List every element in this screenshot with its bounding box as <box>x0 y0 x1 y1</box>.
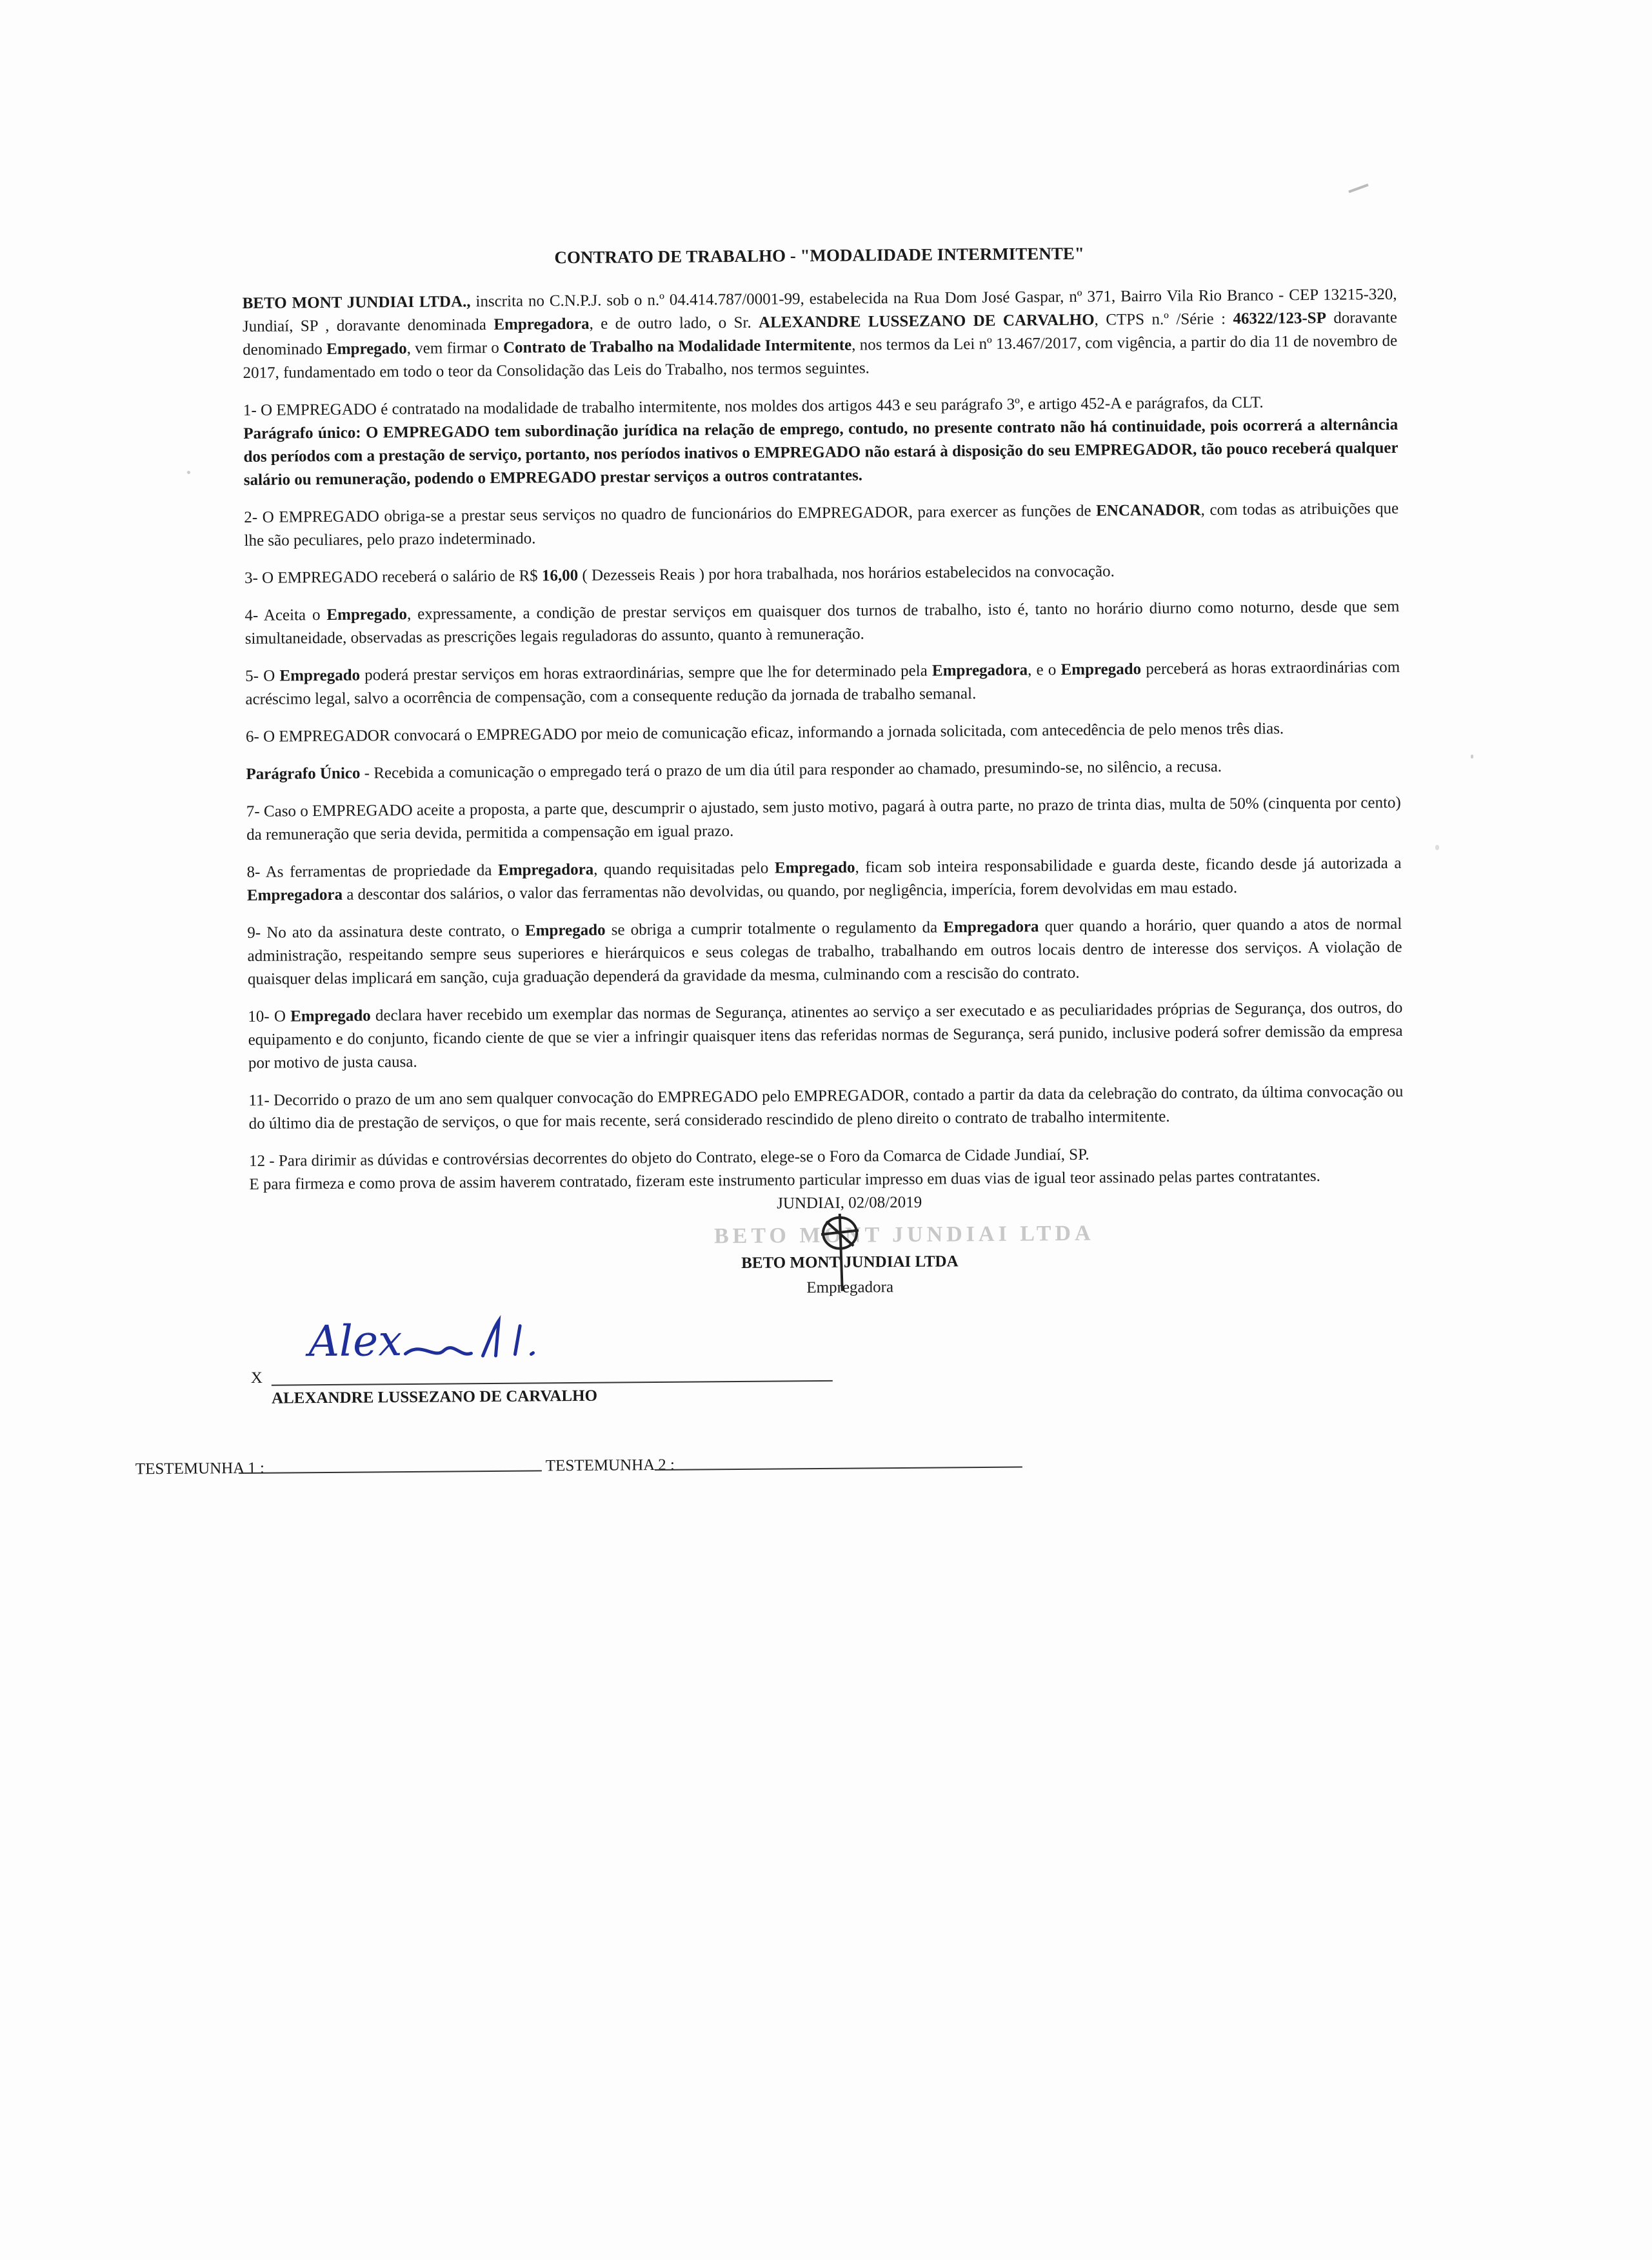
hourly-salary: 16,00 <box>541 566 579 585</box>
scan-mark <box>1471 755 1473 758</box>
job-role: ENCANADOR <box>1096 501 1201 520</box>
employer-signer-name: BETO MONT JUNDIAI LTDA <box>741 1253 959 1272</box>
clause-10: 10- O Empregado declara haver recebido um exemplar das normas de Segurança, atinentes ao serviço a ser executado e as peculiaridades próprias de Segurança, dos outros, do equipamento e do conjunto, ficando ciente de que se vier a infringir quaisquer itens das referidas normas de Segurança, será punido, inclusive poderá sofrer demissão da empresa por motivo de justa causa. <box>248 998 1403 1072</box>
svg-text:Alex: Alex <box>308 1316 403 1367</box>
scan-mark <box>187 471 190 474</box>
witness-2-line <box>655 1467 1022 1471</box>
clause-8: 8- As ferramentas de propriedade da Empregadora, quando requisitadas pelo Empregado, ficam sob inteira responsabilidade e guarda deste, ficando desde já autorizada a Empregadora a descontar dos salários, o valor das ferramentas não devolvidas, ou quando, por negligência, imperícia, forem devolvidas em mau estado. <box>246 854 1402 904</box>
ctps-number: 46322/123-SP <box>1233 309 1327 328</box>
clause-9: 9- No ato da assinatura deste contrato, o Empregado se obriga a cumprir totalmente o regulamento da Empregadora quer quando a horário, quer quando a atos de normal administração, respeitando sempre seus superiores e hierárquicos e seus colegas de trabalho, trabalhando em outros locais dentro de interesse dos serviços. A violação de quaisquer delas implicará em sanção, cuja graduação dependerá da gravidade da mesma, culminando com a rescisão do contrato. <box>247 915 1402 988</box>
clause-1-paragraph: Parágrafo único: O EMPREGADO tem subordinação jurídica na relação de emprego, contudo, no presente contrato não há continuidade, pois ocorrerá a alternância dos períodos com a prestação de serviço, portanto, nos períodos inativos o EMPREGADO não estará à disposição do seu EMPREGADOR, tão pouco receberá qualquer salário ou remuneração, podendo o EMPREGADO prestar serviços a outros contratantes. <box>243 415 1398 489</box>
employee-name: ALEXANDRE LUSSEZANO DE CARVALHO <box>758 311 1095 332</box>
clause-7: 7- Caso o EMPREGADO aceite a proposta, a parte que, descumprir o ajustado, sem justo motivo, pagará à outra parte, no prazo de trinta dias, multa de 50% (cinquenta por cento) da remuneração que seria devida, permitida a compensação em igual prazo. <box>246 793 1401 844</box>
clause-5: 5- O Empregado poderá prestar serviços em horas extraordinárias, sempre que lhe for determinado pela Empregadora, e o Empregado perceberá as horas extraordinárias com acréscimo legal, salvo a ocorrência de compensação, com a consequente redução da jornada de trabalho semanal. <box>245 658 1400 708</box>
clause-4: 4- Aceita o Empregado, expressamente, a condição de prestar serviços em quaisquer dos turnos de trabalho, isto é, tanto no horário diurno como noturno, desde que sem simultaneidade, observadas as prescrições legais reguladoras do assunto, quanto à remuneração. <box>244 597 1400 648</box>
contract-title: CONTRATO DE TRABALHO - "MODALIDADE INTERMITENTE" <box>554 243 1084 268</box>
clause-6: 6- O EMPREGADOR convocará o EMPREGADO por meio de comunicação eficaz, informando a jornada solicitada, com antecedência de pelo menos três dias. <box>245 720 1284 746</box>
contract-type: Contrato de Trabalho na Modalidade Intermitente <box>503 336 852 357</box>
signature-x-mark: X <box>250 1369 263 1387</box>
clause-12: 12 - Para dirimir as dúvidas e controvérsias decorrentes do objeto do Contrato, elege-se o Foro da Comarca de Cidade Jundiaí, SP. <box>249 1145 1090 1170</box>
scan-mark <box>1435 845 1439 850</box>
clause-6-paragraph: Parágrafo Único - Recebida a comunicação o empregado terá o prazo de um dia útil para responder ao chamado, presumindo-se, no silêncio, a recusa. <box>246 758 1222 783</box>
witness-1-line <box>239 1470 542 1474</box>
witnesses-row <box>135 1448 1406 1496</box>
company-stamp: BETO MONT JUNDIAI LTDA <box>713 1221 1095 1249</box>
clause-2: 2- O EMPREGADO obriga-se a prestar seus serviços no quadro de funcionários do EMPREGADOR, para exercer as funções de ENCANADOR, com todas as atribuições que lhe são peculiares, pelo prazo indeterminado. <box>244 499 1399 550</box>
scan-mark <box>1348 184 1368 193</box>
clause-3: 3- O EMPREGADO receberá o salário de R$ 16,00 ( Dezesseis Reais ) por hora trabalhada, nos horários estabelecidos na convocação. <box>244 562 1115 587</box>
employer-signer-role: Empregadora <box>806 1278 894 1297</box>
intro-paragraph: BETO MONT JUNDIAI LTDA., inscrita no C.N.P.J. sob o n.º 04.414.787/0001-99, estabelecida na Rua Dom José Gaspar, nº 371, Bairro Vila Rio Branco - CEP 13215-320, Jundiaí, SP , doravante denominada Empregadora, e de outro lado, o Sr. ALEXANDRE LUSSEZANO DE CARVALHO, CTPS n.º /Série : 46322/123-SP doravante denominado Empregado, vem firmar o Contrato de Trabalho na Modalidade Intermitente, nos termos da Lei nº 13.467/2017, com vigência, a partir do dia 11 de novembro de 2017, fundamentado em todo o teor da Consolidação das Leis do Trabalho, nos termos seguintes. <box>242 285 1398 382</box>
witness-1-label: TESTEMUNHA 1 : <box>135 1459 264 1478</box>
employer-name: BETO MONT JUNDIAI LTDA., <box>242 293 471 312</box>
closing-statement: E para firmeza e como prova de assim haverem contratado, fizeram este instrumento particular impresso em duas vias de igual teor assinado pelas partes contratantes. <box>249 1167 1320 1193</box>
employer-signature-block <box>250 1211 1405 1316</box>
employee-handwritten-signature <box>302 1314 573 1387</box>
contract-document <box>135 239 1406 1496</box>
place-and-date: JUNDIAI, 02/08/2019 <box>777 1193 922 1213</box>
clause-1: 1- O EMPREGADO é contratado na modalidade de trabalho intermitente, nos moldes dos artigos 443 e seu parágrafo 3º, e artigo 452-A e parágrafos, da CLT. <box>243 393 1264 419</box>
witness-2-label: TESTEMUNHA 2 : <box>545 1456 675 1475</box>
employee-signature-block <box>250 1316 1406 1412</box>
employee-signer-name: ALEXANDRE LUSSEZANO DE CARVALHO <box>271 1387 598 1407</box>
clause-11: 11- Decorrido o prazo de um ano sem qualquer convocação do EMPREGADO pelo EMPREGADOR, contado a partir da data da celebração do contrato, da última convocação ou do último dia de prestação de serviços, o que for mais recente, será considerado rescindido de pleno direito o contrato de trabalho intermitente. <box>248 1082 1404 1133</box>
